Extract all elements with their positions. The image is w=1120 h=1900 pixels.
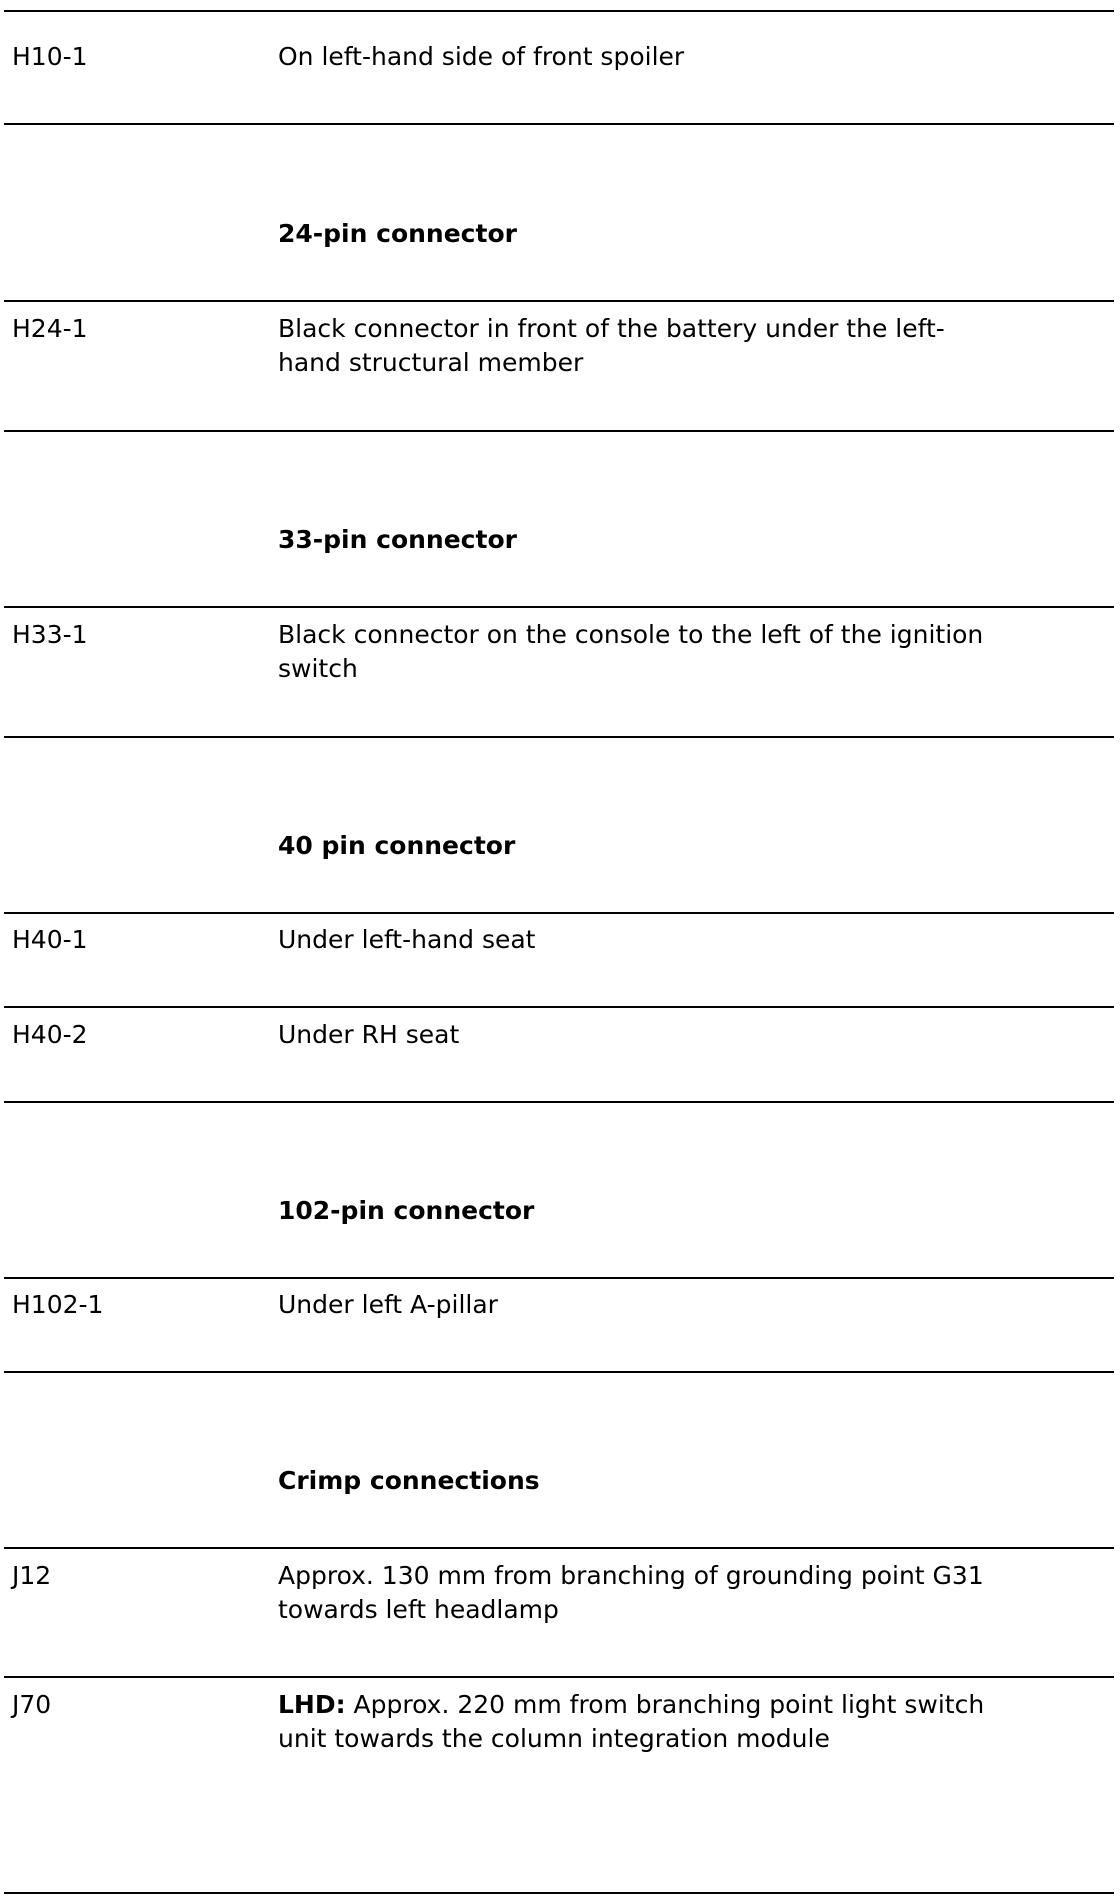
row-desc-h24-1 <box>278 312 1108 380</box>
row-code-h33-1: H33-1 <box>12 620 88 649</box>
table-divider <box>4 300 1114 302</box>
section-heading-102-pin: 102-pin connector <box>278 1196 535 1225</box>
row-desc-line: Approx. 130 mm from branching of grounding point G31 <box>278 1561 984 1590</box>
row-code-h24-1: H24-1 <box>12 314 88 343</box>
section-heading-33-pin: 33-pin connector <box>278 525 517 554</box>
table-divider <box>4 430 1114 432</box>
row-desc-line: Black connector in front of the battery under the left- <box>278 314 945 343</box>
table-divider <box>4 1277 1114 1279</box>
row-desc-j12 <box>278 1559 1108 1627</box>
section-heading-crimp: Crimp connections <box>278 1466 540 1495</box>
row-desc-line <box>278 1688 1108 1722</box>
table-divider <box>4 1101 1114 1103</box>
row-code-j70: J70 <box>12 1690 52 1719</box>
row-code-h40-2: H40-2 <box>12 1020 88 1049</box>
row-desc-line: switch <box>278 654 358 683</box>
row-desc-line: towards left headlamp <box>278 1595 559 1624</box>
row-desc-line: Black connector on the console to the left of the ignition <box>278 620 984 649</box>
table-divider <box>4 1676 1114 1678</box>
row-desc-line: hand structural member <box>278 348 584 377</box>
section-heading-24-pin: 24-pin connector <box>278 219 517 248</box>
row-code-h40-1: H40-1 <box>12 925 88 954</box>
row-desc-line: unit towards the column integration module <box>278 1724 830 1753</box>
lhd-prefix: LHD: <box>278 1690 346 1719</box>
table-divider <box>4 1892 1114 1894</box>
row-code-h10-1: H10-1 <box>12 42 88 71</box>
table-divider <box>4 123 1114 125</box>
section-heading-40-pin: 40 pin connector <box>278 831 516 860</box>
row-desc-j70 <box>278 1688 1108 1756</box>
table-divider <box>4 1371 1114 1373</box>
table-divider <box>4 1547 1114 1549</box>
row-code-j12: J12 <box>12 1561 52 1590</box>
row-desc-h10-1: On left-hand side of front spoiler <box>278 42 685 71</box>
row-desc-h40-2: Under RH seat <box>278 1020 460 1049</box>
row-desc-h33-1 <box>278 618 1108 686</box>
table-divider <box>4 10 1114 12</box>
row-desc-h40-1: Under left-hand seat <box>278 925 536 954</box>
row-desc-text: Approx. 220 mm from branching point light switch <box>345 1690 985 1719</box>
table-divider <box>4 736 1114 738</box>
table-divider <box>4 1006 1114 1008</box>
row-desc-h102-1: Under left A-pillar <box>278 1290 498 1319</box>
table-divider <box>4 606 1114 608</box>
table-divider <box>4 912 1114 914</box>
row-code-h102-1: H102-1 <box>12 1290 104 1319</box>
